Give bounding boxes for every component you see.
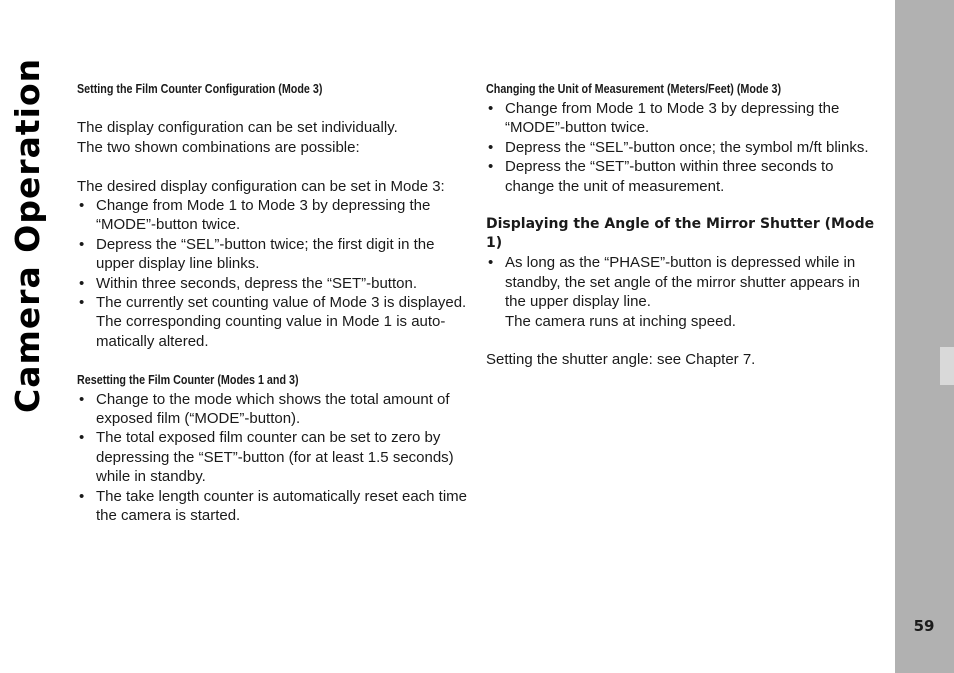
section-heading: Resetting the Film Counter (Modes 1 and 3) xyxy=(77,372,299,387)
chapter-title: Camera Operation xyxy=(8,57,47,413)
list-item: • Within three seconds, depress the “SET”-button. xyxy=(77,274,472,293)
section-heading: Displaying the Angle of the Mirror Shutter (Mode 1) xyxy=(486,216,875,252)
list-item: • Change from Mode 1 to Mode 3 by depressing the “MODE”-button twice. xyxy=(77,196,472,235)
list-item: • The currently set counting value of Mode 3 is displayed. The corresponding counting value in Mode 1 is auto-matically altered. xyxy=(77,293,472,351)
left-column xyxy=(77,80,472,525)
chapter-sidebar xyxy=(895,0,954,673)
list-item: • Change to the mode which shows the total amount of exposed film (“MODE”-button). xyxy=(77,390,472,429)
list-item: • Depress the “SEL”-button twice; the first digit in the upper display line blinks. xyxy=(77,235,472,274)
section-heading: Setting the Film Counter Configuration (Mode 3) xyxy=(77,82,323,96)
section-heading: Changing the Unit of Measurement (Meters/Feet) (Mode 3) xyxy=(486,82,782,96)
paragraph: The desired display configuration can be set in Mode 3: xyxy=(77,177,445,195)
bullet-list xyxy=(77,196,472,351)
right-column xyxy=(486,80,881,370)
bullet-list xyxy=(486,99,881,196)
chapter-tab-marker xyxy=(940,347,954,385)
paragraph: Setting the shutter angle: see Chapter 7. xyxy=(486,351,756,369)
list-item: • As long as the “PHASE”-button is depressed while in standby, the set angle of the mirror shutter appears in the upper display line. xyxy=(486,253,881,311)
list-item-continuation: The camera runs at inching speed. xyxy=(505,312,736,330)
bullet-list xyxy=(486,253,881,311)
list-item: • The take length counter is automatically reset each time the camera is started. xyxy=(77,487,472,526)
list-item: • The total exposed film counter can be set to zero by depressing the “SET”-button (for at least 1.5 seconds) while in standby. xyxy=(77,428,472,486)
paragraph: The two shown combinations are possible: xyxy=(77,138,360,156)
bullet-list xyxy=(77,390,472,526)
page-number: 59 xyxy=(913,617,935,635)
list-item: • Depress the “SEL”-button once; the symbol m/ft blinks. xyxy=(486,138,881,157)
list-item: • Change from Mode 1 to Mode 3 by depressing the “MODE”-button twice. xyxy=(486,99,881,138)
paragraph: The display configuration can be set individually. xyxy=(77,119,398,137)
list-item: • Depress the “SET”-button within three seconds to change the unit of measurement. xyxy=(486,157,881,196)
